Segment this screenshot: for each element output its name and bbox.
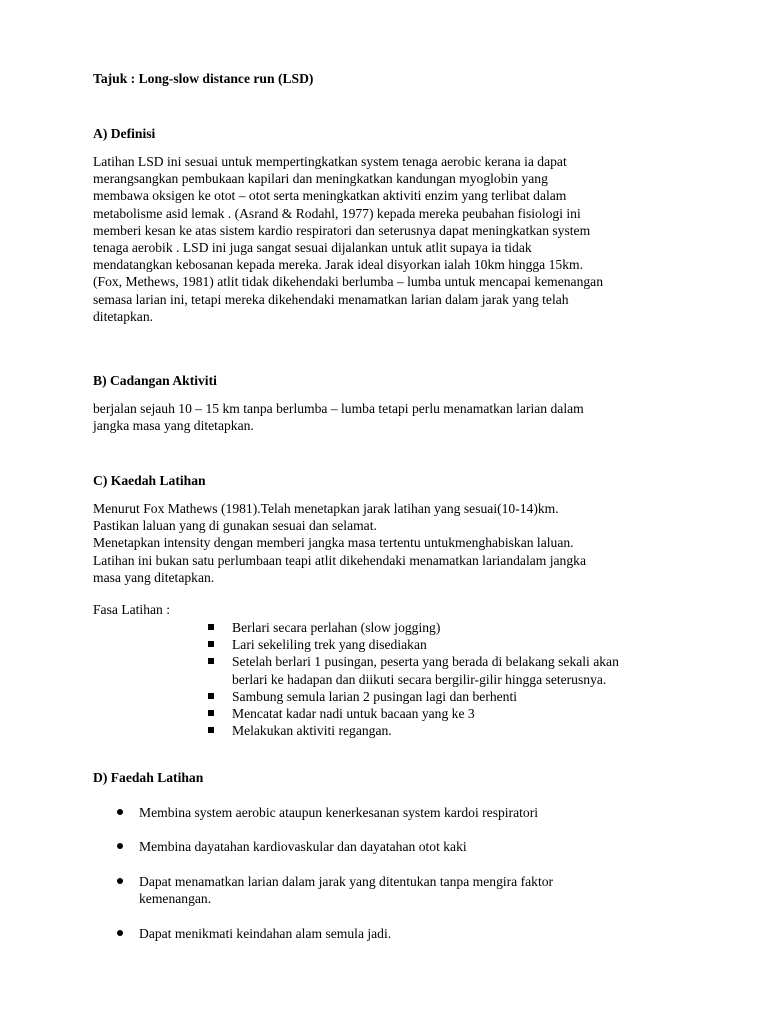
- paragraph-kaedah: [93, 500, 693, 586]
- document-title: Tajuk : Long-slow distance run (LSD): [93, 71, 314, 86]
- paragraph-line: mendatangkan kebosanan kepada mereka. Jarak ideal disyorkan ialah 10km hingga 15km.: [93, 257, 583, 273]
- square-bullet-icon: [208, 710, 214, 716]
- list-item: Mencatat kadar nadi untuk bacaan yang ke 3: [208, 705, 619, 722]
- paragraph-line: memberi kesan ke atas sistem kardio respiratori dan seterusnya dapat meningkatkan system: [93, 222, 591, 238]
- document-page: Tajuk : Long-slow distance run (LSD) A) Definisi Latihan LSD ini sesuai untuk mempertingkatkan system tenaga aerobic kerana ia dapat merangsangkan pembukaan kapilari dan meningkatkan kandungan myoglobin yang membawa oksigen ke otot – otot serta meningkatkan aktiviti enzim yang terlibat dalam metabolisme asid lemak . (Asrand & Rodahl, 1977) kepada mereka peubahan fisiologi ini memberi kesan ke atas sistem kardio respiratori dan seterusnya dapat meningkatkan system tenaga aerobik . LSD ini juga sangat sesuai dijalankan untuk atlit supaya ia tidak mendatangkan kebosanan kepada mereka. Jarak ideal disyorkan ialah 10km hingga 15km. (Fox, Methews, 1981) atlit tidak dikehendaki berlumba – lumba untuk mencapai kemenangan semasa larian ini, tetapi mereka dikehendaki menamatkan larian dalam jarak yang telah ditetapkan. B) Cadangan Aktiviti berjalan sejauh 10 – 15 km tanpa berlumba – lumba tetapi perlu menamatkan larian dalam jangka masa yang ditetapkan. C) Kaedah Latihan Menurut Fox Mathews (1981).Telah menetapkan jarak latihan yang sesuai(10-14)km. Pastikan laluan yang di gunakan sesuai dan selamat. Menetapkan intensity dengan memberi jangka masa tertentu untukmenghabiskan laluan. Latihan ini bukan satu perlumbaan teapi atlit dikehendaki menamatkan lariandalam jangka masa yang ditetapkan. Fasa Latihan : Berlari secara perlahan (slow jogging) Lari sekeliling trek yang disediakan Setelah berlari 1 pusingan, peserta yang berada di belakang sekali akan berlari ke hadapan dan diikuti secara bergilir-gilir hingga seterusnya. Sambung semula larian 2 pusingan lagi dan berhenti Mencatat kadar nadi untuk bacaan yang ke 3 Melakukan aktiviti regangan. D) Faedah Latihan Membina system aerobic ataupun kenerkesanan system kardoi respiratori Membina dayatahan kardiovaskular dan dayatahan otot kaki Dapat menamatkan larian dalam jarak yang ditentukan tanpa mengira faktor kemenangan. Dapat menikmati keindahan alam semula jadi.: [0, 0, 768, 1024]
- bullet-icon: [117, 843, 123, 849]
- bullet-icon: [117, 809, 123, 815]
- paragraph-line: membawa oksigen ke otot – otot serta meningkatkan aktiviti enzim yang terlibat dalam: [93, 188, 567, 204]
- paragraph-line: metabolisme asid lemak . (Asrand & Rodahl, 1977) kepada mereka peubahan fisiologi ini: [93, 205, 581, 221]
- heading-cadangan-aktiviti: B) Cadangan Aktiviti: [93, 373, 217, 388]
- paragraph-line: semasa larian ini, tetapi mereka dikehendaki menamatkan larian dalam jarak yang telah: [93, 291, 569, 307]
- fasa-latihan-list: [208, 619, 619, 739]
- paragraph-line: Menurut Fox Mathews (1981).Telah menetapkan jarak latihan yang sesuai(10-14)km.: [93, 501, 559, 516]
- list-item: Melakukan aktiviti regangan.: [208, 722, 619, 739]
- list-item: Lari sekeliling trek yang disediakan: [208, 636, 619, 653]
- paragraph-line: Latihan ini bukan satu perlumbaan teapi atlit dikehendaki menamatkan lariandalam jangka: [93, 552, 586, 568]
- paragraph-line: (Fox, Methews, 1981) atlit tidak dikehendaki berlumba – lumba untuk mencapai kemenangan: [93, 274, 604, 290]
- paragraph-line: tenaga aerobik . LSD ini juga sangat sesuai dijalankan untuk atlit supaya ia tidak: [93, 240, 532, 256]
- list-item: Sambung semula larian 2 pusingan lagi dan berhenti: [208, 688, 619, 705]
- paragraph-cadangan: [93, 400, 693, 434]
- paragraph-line: jangka masa yang ditetapkan.: [93, 418, 254, 434]
- paragraph-line: Pastikan laluan yang di gunakan sesuai dan selamat.: [93, 518, 377, 534]
- bullet-icon: [117, 878, 123, 884]
- paragraph-line: berjalan sejauh 10 – 15 km tanpa berlumba – lumba tetapi perlu menamatkan larian dalam: [93, 401, 584, 416]
- bullet-icon: [117, 930, 123, 936]
- paragraph-line: ditetapkan.: [93, 308, 154, 324]
- fasa-latihan-label: Fasa Latihan :: [93, 602, 171, 617]
- square-bullet-icon: [208, 641, 214, 647]
- heading-definisi: A) Definisi: [93, 126, 156, 141]
- list-item: Berlari secara perlahan (slow jogging): [208, 619, 619, 636]
- paragraph-line: masa yang ditetapkan.: [93, 569, 215, 585]
- square-bullet-icon: [208, 727, 214, 733]
- paragraph-line: merangsangkan pembukaan kapilari dan meningkatkan kandungan myoglobin yang: [93, 171, 548, 187]
- square-bullet-icon: [208, 693, 214, 699]
- square-bullet-icon: [208, 624, 214, 630]
- paragraph-definisi: [93, 153, 693, 325]
- heading-kaedah-latihan: C) Kaedah Latihan: [93, 473, 206, 488]
- list-item: Setelah berlari 1 pusingan, peserta yang berada di belakang sekali akan berlari ke hadapan dan diikuti secara bergilir-gilir hingga seterusnya.: [208, 653, 619, 687]
- paragraph-line: Latihan LSD ini sesuai untuk mempertingkatkan system tenaga aerobic kerana ia dapat: [93, 154, 567, 169]
- paragraph-line: Menetapkan intensity dengan memberi jangka masa tertentu untukmenghabiskan laluan.: [93, 535, 574, 551]
- square-bullet-icon: [208, 658, 214, 664]
- heading-faedah-latihan: D) Faedah Latihan: [93, 770, 204, 785]
